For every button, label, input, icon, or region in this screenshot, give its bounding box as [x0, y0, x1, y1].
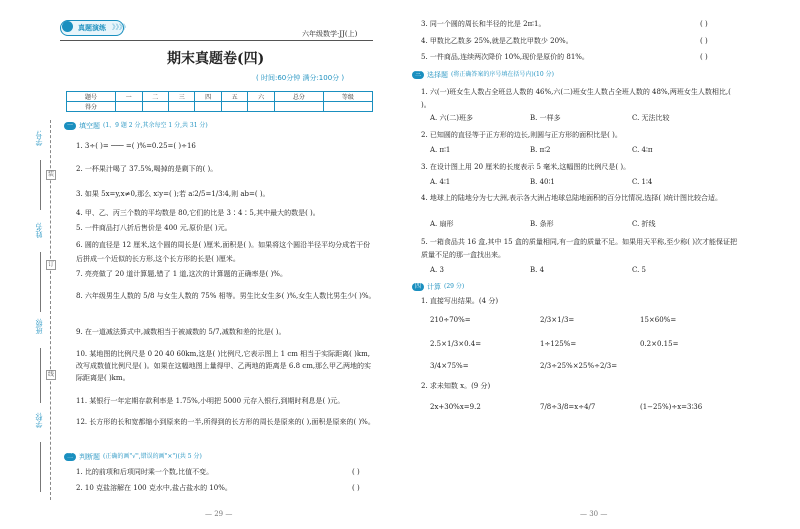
section-fill-blank	[64, 121, 208, 131]
judge-item: 3. 同一个圆的周长和半径的比是 2π∶1。	[421, 20, 546, 28]
side-label-class: 班级:	[35, 318, 43, 335]
choice-question: 4. 地球上的陆地分为七大洲,表示各大洲占地球总陆地面积的百分比情况,选择( )统计图比较合适。	[421, 194, 723, 202]
score-header: 五	[221, 92, 247, 102]
question-3: 3. 如果 5x=y,x≠0,那么 x∶y=( );若 a∶2/5=1/3∶4,则 ab=( )。	[76, 190, 270, 198]
score-table	[66, 91, 373, 112]
score-cell[interactable]	[168, 102, 194, 112]
choice-question: 3. 在设计图上用 20 厘米的长度表示 5 毫米,这幅图的比例尺是( )。	[421, 163, 631, 171]
section-number: 四	[412, 283, 424, 291]
score-header: 一	[116, 92, 142, 102]
judge-item: 2. 10 克盐溶解在 100 克水中,盐占盐水的 10%。	[76, 484, 232, 492]
calc-expr: 2/3÷25%×25%÷2/3=	[540, 362, 618, 370]
page-number: — 29 —	[205, 510, 233, 518]
binding-char: 线	[47, 371, 54, 378]
section-calculation	[412, 282, 464, 292]
header-rule	[60, 40, 373, 41]
question-11: 11. 某银行一年定期存款利率是 1.75%,小明把 5000 元存入银行,到期时利息是( )元。	[76, 397, 345, 405]
binding-char: 订	[47, 261, 54, 268]
header-arrows: 》》》》	[112, 23, 130, 31]
score-header: 等级	[323, 92, 372, 102]
choice-question: 2. 已知圆的直径等于正方形的边长,则圆与正方形的面积比是( )。	[421, 131, 622, 139]
answer-paren[interactable]: ( )	[352, 468, 360, 476]
choice-question: 1. 六(一)班女生人数占全班总人数的 46%,六(二)班女生人数占全班人数的 48%,两班女生人数相比,( )。	[421, 88, 731, 109]
section-note: (29 分)	[444, 283, 465, 290]
time-info: ( 时间:60分钟 满分:100分 )	[256, 74, 345, 82]
section-number: 三	[412, 71, 424, 79]
score-cell[interactable]	[116, 102, 142, 112]
choice-option-b[interactable]: B. π∶2	[530, 146, 551, 154]
section-number: 一	[64, 122, 76, 130]
score-cell[interactable]	[221, 102, 247, 112]
judge-item: 5. 一件商品,连续两次降价 10%,现价是原价的 81%。	[421, 53, 589, 61]
calc-solve-title: 2. 求未知数 x。(9 分)	[421, 382, 491, 390]
header-badge-text: 真题演练	[78, 23, 106, 32]
section-label: 计算	[427, 283, 442, 291]
answer-paren[interactable]: ( )	[700, 37, 708, 45]
calc-equation: 2x+30%x=9.2	[430, 403, 481, 411]
calc-expr: 2/3×1/3=	[540, 316, 575, 324]
answer-paren[interactable]: ( )	[700, 20, 708, 28]
score-header: 四	[195, 92, 221, 102]
judge-item: 4. 甲数比乙数多 25%,就是乙数比甲数少 20%。	[421, 37, 573, 45]
choice-option-a[interactable]: A. 扇形	[430, 220, 454, 228]
choice-option-c[interactable]: C. 1∶4	[632, 178, 653, 186]
section-note: (将正确答案的序号填在括号内)(10 分)	[451, 71, 554, 78]
question-1: 1. 3÷( )= ─── =( )%=0.25=( )÷16	[76, 142, 196, 150]
choice-option-c[interactable]: C. 4∶π	[632, 146, 653, 154]
choice-option-a[interactable]: A. 4∶1	[430, 178, 451, 186]
question-12: 12. 长方形的长和宽都缩小到原来的一半,所得到的长方形的周长是原来的( ),面积是原来的( )%。	[76, 418, 375, 426]
score-header: 题号	[67, 92, 116, 102]
calc-direct-title: 1. 直接写出结果。(4 分)	[421, 297, 499, 305]
side-fill-line	[40, 160, 41, 210]
book-icon	[62, 21, 73, 32]
judge-item: 1. 比的前项和后项同时乘一个数,比值不变。	[76, 468, 214, 476]
question-7: 7. 亮亮做了 20 道计算题,错了 1 道,这次的计算题的正确率是( )%。	[76, 270, 287, 278]
score-cell[interactable]	[195, 102, 221, 112]
calc-expr: 15×60%=	[640, 316, 677, 324]
side-fill-line	[40, 252, 41, 312]
calc-expr: 1÷125%=	[540, 340, 577, 348]
choice-option-b[interactable]: B. 条形	[530, 220, 554, 228]
page-number: — 30 —	[580, 510, 608, 518]
question-2: 2. 一杯果汁喝了 37.5%,喝掉的是剩下的( )。	[76, 165, 218, 173]
score-cell[interactable]	[274, 102, 323, 112]
side-label-school: 学校:	[35, 412, 43, 429]
side-fill-line	[40, 442, 41, 492]
question-5: 5. 一件商品打八折后售价是 400 元,原价是( )元。	[76, 224, 232, 232]
choice-option-b[interactable]: B. 4	[530, 266, 545, 274]
side-label-name: 姓名:	[35, 222, 43, 239]
section-choice	[412, 70, 554, 80]
calc-equation: 7/8÷3/8=x÷4/7	[540, 403, 596, 411]
side-fill-line	[40, 348, 41, 403]
answer-paren[interactable]: ( )	[700, 53, 708, 61]
section-label: 填空题	[79, 122, 101, 130]
score-cell[interactable]	[248, 102, 274, 112]
section-number: 二	[64, 453, 76, 461]
score-header: 六	[248, 92, 274, 102]
choice-option-c[interactable]: C. 5	[632, 266, 647, 274]
calc-expr: 0.2×0.15=	[640, 340, 679, 348]
header-grade: 六年级数学·JJ(上)	[302, 30, 358, 38]
question-9: 9. 在一道减法算式中,减数相当于被减数的 5/7,减数和差的比是( )。	[76, 328, 286, 336]
binding-char: 装	[47, 171, 54, 178]
calc-expr: 2.5×1/3×0.4=	[430, 340, 482, 348]
section-label: 选择题	[427, 71, 449, 79]
choice-option-a[interactable]: A. 六(二)班多	[430, 114, 473, 122]
choice-option-a[interactable]: A. 3	[430, 266, 444, 274]
score-header: 三	[168, 92, 194, 102]
choice-option-a[interactable]: A. π∶1	[430, 146, 451, 154]
answer-paren[interactable]: ( )	[352, 484, 360, 492]
page-title: 期末真题卷(四)	[167, 51, 265, 67]
choice-question: 5. 一箱食品共 16 盒,其中 15 盒的质量相同,有一盒的质量不足。如果用天平称,至少称( )次才能保证把质量不足的那一盒找出来。	[421, 238, 737, 259]
section-note: (1、9 题 2 分,其余每空 1 分,共 31 分)	[103, 122, 208, 129]
calc-equation: (1−25%)÷x=3∶36	[640, 403, 703, 411]
choice-option-c[interactable]: C. 折线	[632, 220, 656, 228]
score-header: 总分	[274, 92, 323, 102]
choice-option-c[interactable]: C. 无法比较	[632, 114, 670, 122]
choice-option-b[interactable]: B. 一样多	[530, 114, 561, 122]
question-8: 8. 六年级男生人数的 5/8 与女生人数的 75% 相等。男生比女生多( )%,女生人数比男生少( )%。	[76, 292, 376, 300]
score-cell[interactable]	[142, 102, 168, 112]
choice-option-b[interactable]: B. 40∶1	[530, 178, 555, 186]
calc-expr: 210÷70%=	[430, 316, 471, 324]
score-header: 二	[142, 92, 168, 102]
score-cell[interactable]	[323, 102, 372, 112]
calc-expr: 3/4×75%=	[430, 362, 469, 370]
question-6: 6. 圆的直径是 12 厘米,这个圆的周长是( )厘米,面积是( )。如果将这个圆沿半径平均分成若干份后拼成一个近似的长方形,这个长方形的长是( )厘米。	[76, 241, 371, 263]
question-4: 4. 甲、乙、丙三个数的平均数是 80,它们的比是 3∶4∶5,其中最大的数是( )。	[76, 209, 320, 217]
section-true-false	[64, 452, 202, 462]
score-row-label: 得分	[67, 102, 116, 112]
section-label: 判断题	[79, 453, 101, 461]
question-10: 10. 某地图的比例尺是 0 20 40 60km,这是( )比例尺,它表示图上 1 cm 相当于实际距离( )km,改写成数值比例尺是( )。如果在这幅地图上量得甲、乙两地的距离是 6.8 cm,那么甲乙两地的实际距离是( )km。	[76, 350, 372, 382]
side-label-student-id: 学号:	[35, 130, 43, 147]
section-note: (正确的画"√",错误的画"×")(共 5 分)	[103, 453, 202, 460]
